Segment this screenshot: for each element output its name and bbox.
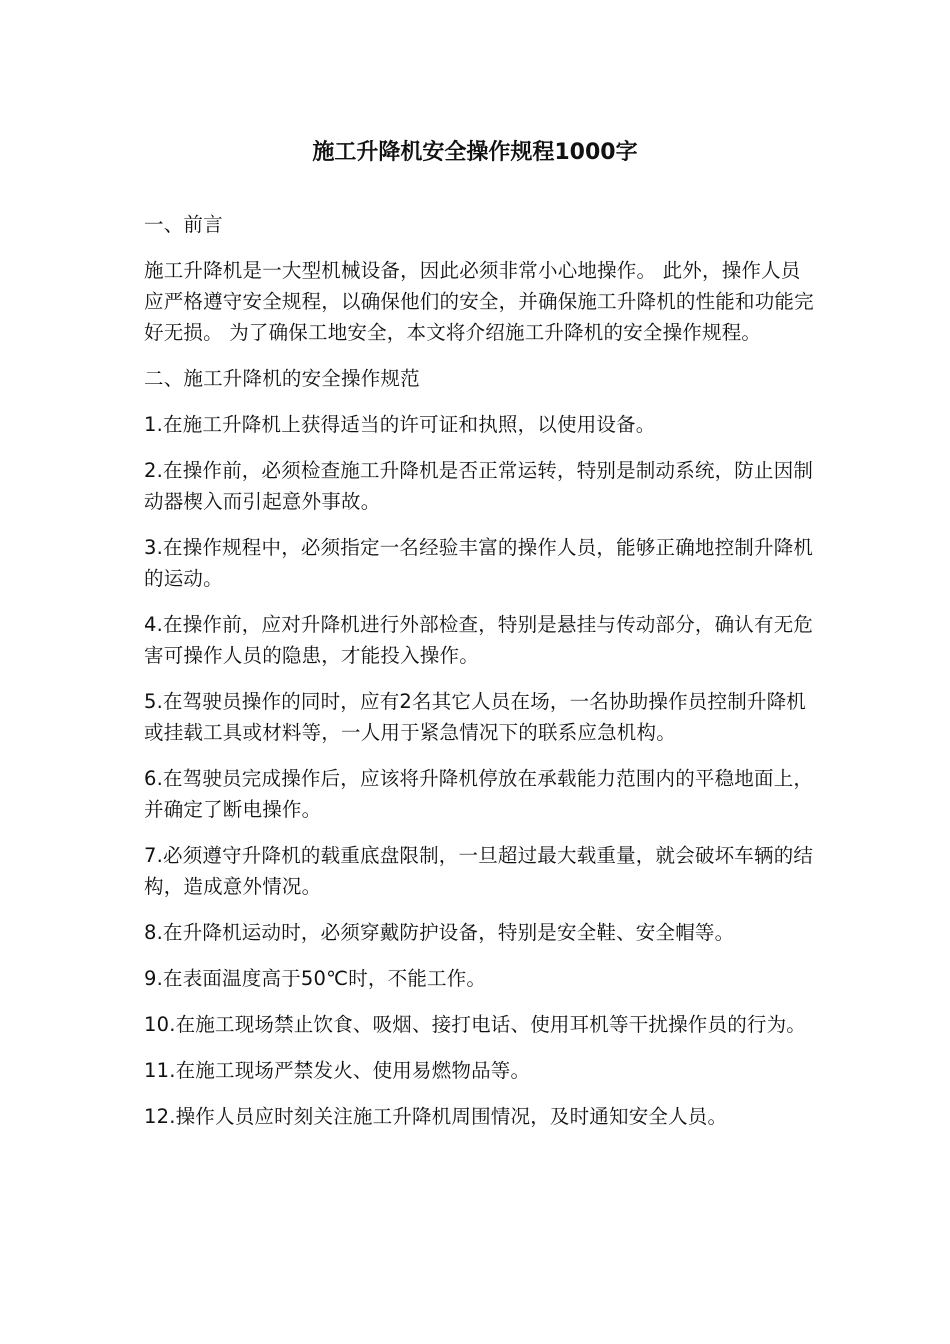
- rule-item-10: 10.在施工现场禁止饮食、吸烟、接打电话、使用耳机等干扰操作员的行为。: [144, 1013, 807, 1036]
- section-heading-rules: 二、施工升降机的安全操作规范: [144, 367, 420, 390]
- rule-item-6: 6.在驾驶员完成操作后，应该将升降机停放在承载能力范围内的平稳地面上，并确定了断电操作。: [144, 767, 814, 821]
- rule-item-12: 12.操作人员应时刻关注施工升降机周围情况，及时通知安全人员。: [144, 1105, 728, 1128]
- rule-item-1: 1.在施工升降机上获得适当的许可证和执照，以使用设备。: [144, 413, 656, 436]
- document-title: 施工升降机安全操作规程1000字: [312, 140, 638, 165]
- section-heading-preface: 一、前言: [144, 213, 223, 236]
- intro-paragraph: 施工升降机是一大型机械设备，因此必须非常小心地操作。 此外，操作人员应严格遵守安全规程，以确保他们的安全，并确保施工升降机的性能和功能完好无损。 为了确保工地安全，本文将介绍施工升降机的安全操作规程。: [144, 259, 814, 344]
- rule-item-11: 11.在施工现场严禁发火、使用易燃物品等。: [144, 1059, 531, 1082]
- rule-item-4: 4.在操作前，应对升降机进行外部检查，特别是悬挂与传动部分，确认有无危害可操作人员的隐患，才能投入操作。: [144, 613, 814, 667]
- rule-item-5: 5.在驾驶员操作的同时，应有2名其它人员在场，一名协助操作员控制升降机或挂载工具或材料等，一人用于紧急情况下的联系应急机构。: [144, 690, 807, 744]
- rule-item-2: 2.在操作前，必须检查施工升降机是否正常运转，特别是制动系统，防止因制动器楔入而引起意外事故。: [144, 459, 814, 513]
- document-body: [144, 209, 814, 1147]
- rule-item-8: 8.在升降机运动时，必须穿戴防护设备，特别是安全鞋、安全帽等。: [144, 921, 735, 944]
- rule-item-7: 7.必须遵守升降机的载重底盘限制，一旦超过最大载重量，就会破坏车辆的结构，造成意外情况。: [144, 844, 814, 898]
- rule-item-3: 3.在操作规程中，必须指定一名经验丰富的操作人员，能够正确地控制升降机的运动。: [144, 536, 814, 590]
- rule-item-9: 9.在表面温度高于50℃时，不能工作。: [144, 967, 487, 990]
